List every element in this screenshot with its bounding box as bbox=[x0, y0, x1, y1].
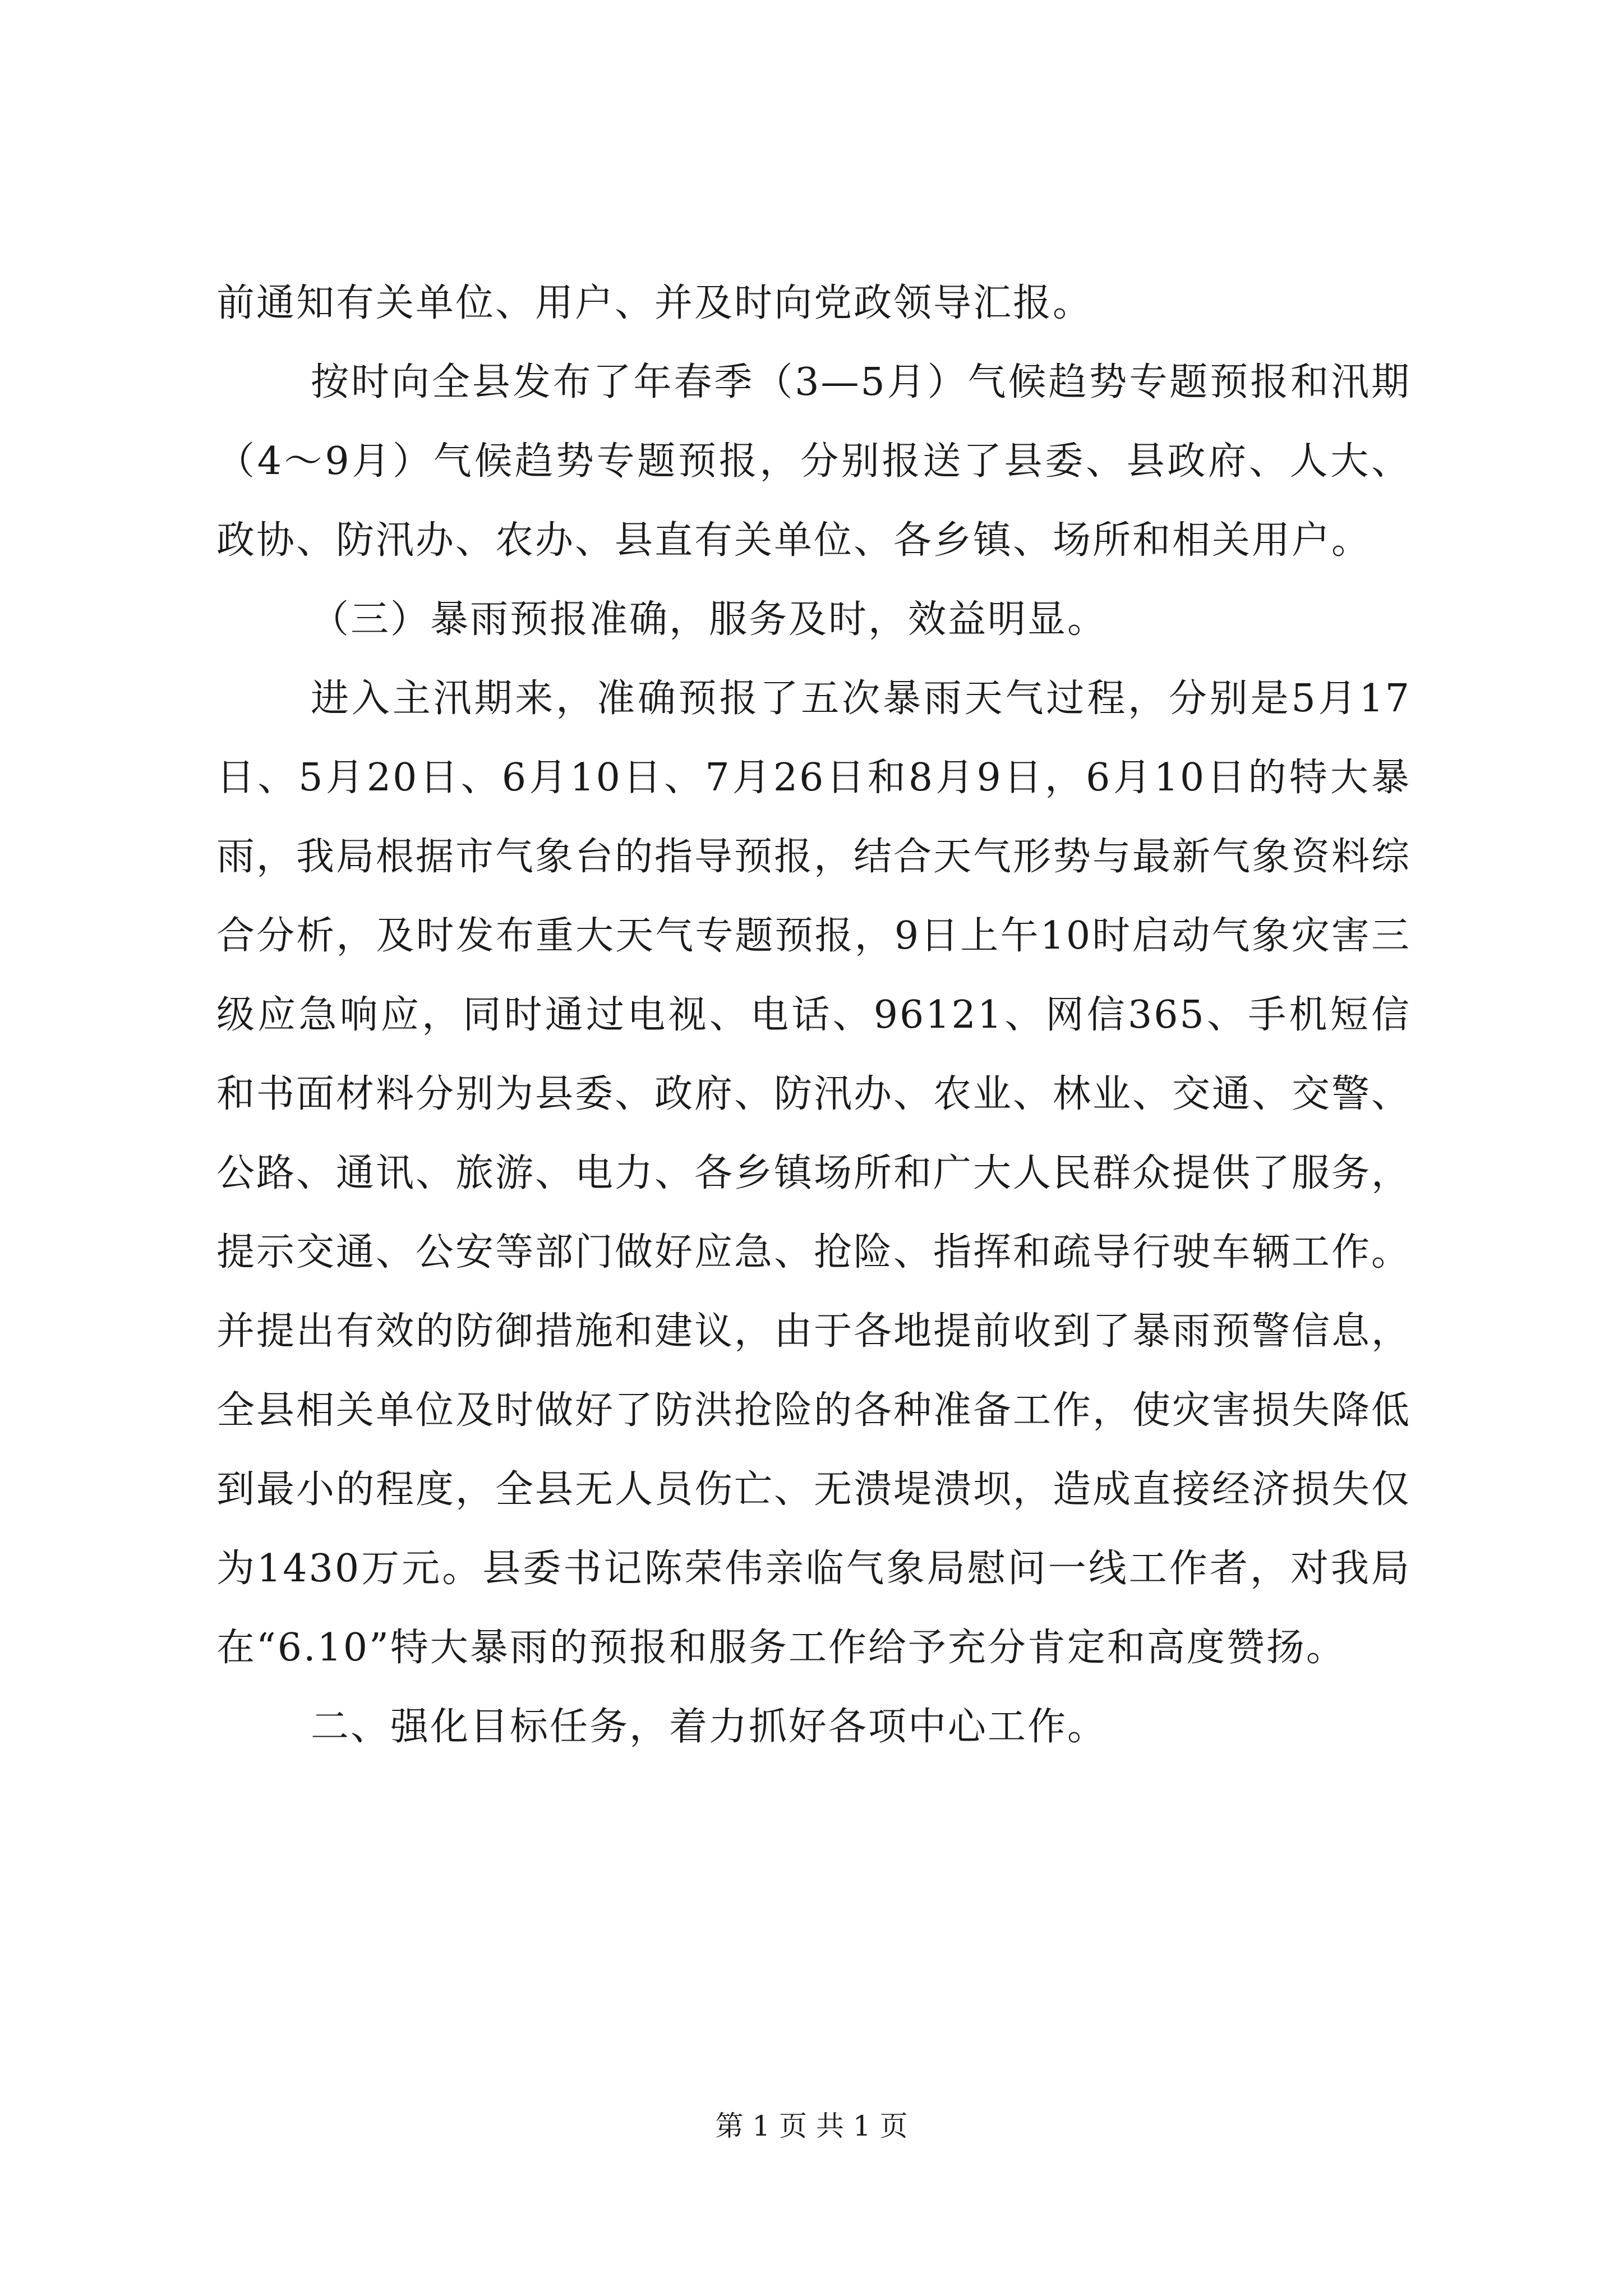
paragraph-continuation: 前通知有关单位、用户、并及时向党政领导汇报。 bbox=[216, 281, 1093, 325]
section-heading-rainstorm: （三）暴雨预报准确，服务及时，效益明显。 bbox=[311, 597, 1108, 642]
section-heading-tasks: 二、强化目标任务，着力抓好各项中心工作。 bbox=[311, 1705, 1108, 1749]
document-body bbox=[216, 264, 1411, 1766]
paragraph-spring-forecast: 按时向全县发布了年春季（3—5月）气候趋势专题预报和汛期（4～9月）气候趋势专题预报，分别报送了县委、县政府、人大、政协、防汛办、农办、县直有关单位、各乡镇、场所和相关用户。 bbox=[216, 360, 1411, 563]
paragraph-rainstorm-details: 进入主汛期来，准确预报了五次暴雨天气过程，分别是5月17日、5月20日、6月10日、7月26日和8月9日，6月10日的特大暴雨，我局根据市气象台的指导预报，结合天气形势与最新气象资料综合分析，及时发布重大天气专题预报，9日上午10时启动气象灾害三级应急响应，同时通过电视、电话、96121、网信365、手机短信和书面材料分别为县委、政府、防汛办、农业、林业、交通、交警、公路、通讯、旅游、电力、各乡镇场所和广大人民群众提供了服务，提示交通、公安等部门做好应急、抢险、指挥和疏导行驶车辆工作。并提出有效的防御措施和建议，由于各地提前收到了暴雨预警信息，全县相关单位及时做好了防洪抢险的各种准备工作，使灾害损失降低到最小的程度，全县无人员伤亡、无溃堤溃坝，造成直接经济损失仅为1430万元。县委书记陈荣伟亲临气象局慰问一线工作者，对我局在“6.10”特大暴雨的预报和服务工作给予充分肯定和高度赞扬。 bbox=[216, 677, 1412, 1670]
page-footer bbox=[0, 2109, 1623, 2143]
page-number: 第 1 页 共 1 页 bbox=[715, 2110, 908, 2142]
